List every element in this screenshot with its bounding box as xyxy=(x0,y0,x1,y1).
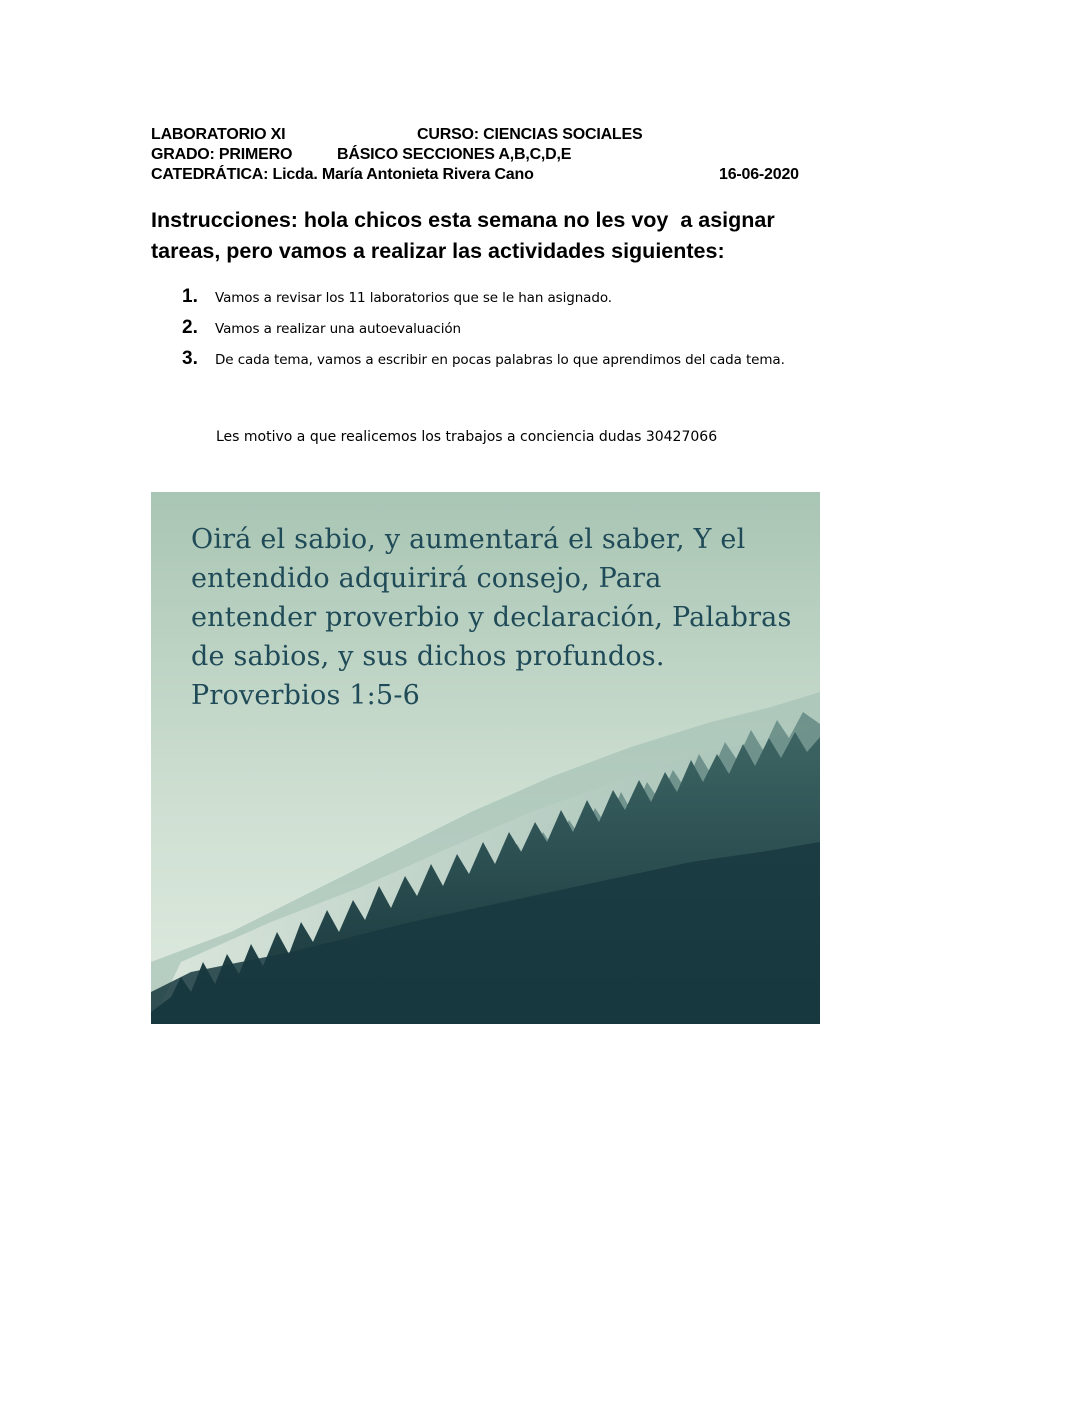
list-number: 1. xyxy=(182,286,198,307)
header-line-1 xyxy=(151,125,851,145)
list-item xyxy=(182,317,922,348)
teacher-label: CATEDRÁTICA: Licda. María Antonieta Rivera Cano xyxy=(151,166,534,183)
activity-list xyxy=(182,286,922,379)
header-line-3 xyxy=(151,165,851,185)
instructions-line-2: tareas, pero vamos a realizar las actividades siguientes: xyxy=(151,239,725,263)
header-line-2 xyxy=(151,145,851,165)
course-label: CURSO: CIENCIAS SOCIALES xyxy=(417,126,643,143)
document-header xyxy=(151,125,851,185)
verse-line: de sabios, y sus dichos profundos. xyxy=(191,641,665,672)
list-text: Vamos a realizar una autoevaluación xyxy=(215,321,461,337)
lab-title: LABORATORIO XI xyxy=(151,126,286,143)
verse-text xyxy=(191,520,801,715)
list-number: 3. xyxy=(182,348,198,369)
list-number: 2. xyxy=(182,317,198,338)
verse-reference: Proverbios 1:5-6 xyxy=(191,680,421,711)
sections-label: BÁSICO SECCIONES A,B,C,D,E xyxy=(337,146,572,163)
list-text: De cada tema, vamos a escribir en pocas palabras lo que aprendimos del cada tema. xyxy=(215,352,785,368)
verse-line: entendido adquirirá consejo, Para xyxy=(191,563,662,594)
instructions-line-1: Instrucciones: hola chicos esta semana no les voy a asignar xyxy=(151,208,775,232)
verse-line: entender proverbio y declaración, Palabras xyxy=(191,602,792,633)
verse-line: Oirá el sabio, y aumentará el saber, Y el xyxy=(191,524,746,555)
list-item xyxy=(182,286,922,317)
list-text: Vamos a revisar los 11 laboratorios que se le han asignado. xyxy=(215,290,612,306)
proverbs-image xyxy=(151,492,820,1024)
instructions-paragraph xyxy=(151,205,911,267)
grade-label: GRADO: PRIMERO xyxy=(151,146,293,163)
motivation-text: Les motivo a que realicemos los trabajos a conciencia dudas 30427066 xyxy=(216,429,718,445)
date-label: 16-06-2020 xyxy=(719,166,799,183)
list-item xyxy=(182,348,922,379)
